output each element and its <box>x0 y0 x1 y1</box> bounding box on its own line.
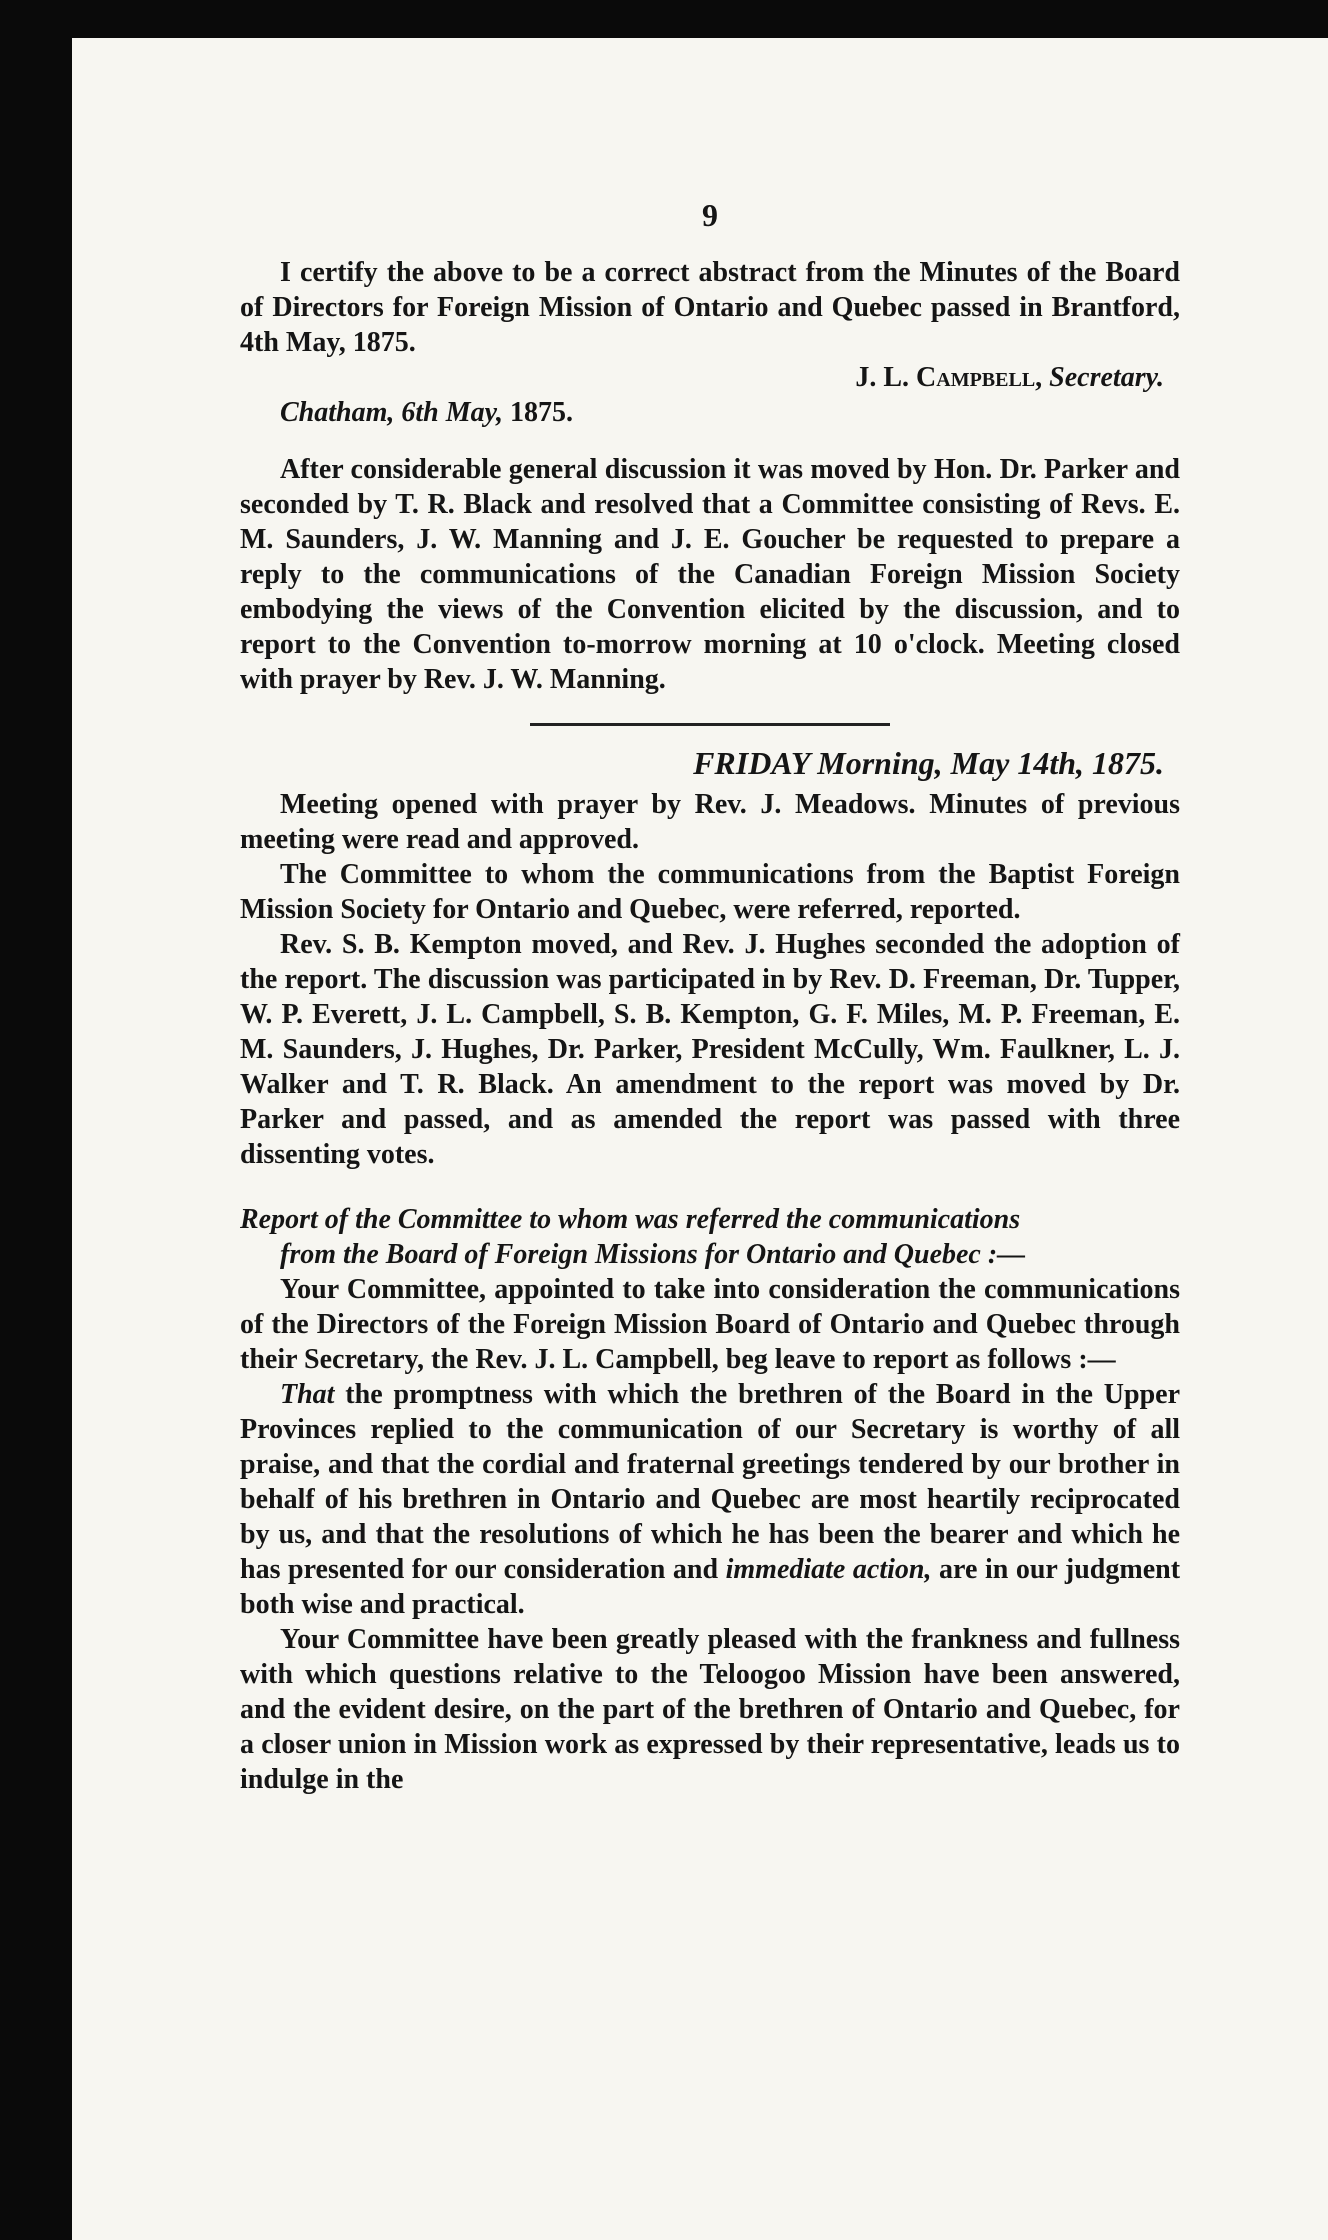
report-paragraph-1-text-b: are in our judgment both wise and practical. <box>240 1554 1181 1620</box>
page-content <box>240 198 1180 1797</box>
minutes-paragraph-1: Meeting opened with prayer by Rev. J. Meadows. Minutes of previous meeting were read and approved. <box>240 789 1180 855</box>
signature-name: J. L. Campbell, <box>855 362 1043 393</box>
certification-paragraph: I certify the above to be a correct abstract from the Minutes of the Board of Directors for Foreign Mission of Ontario and Quebec passed in Brantford, 4th May, 1875. <box>240 257 1180 358</box>
report-paragraph-2: Your Committee have been greatly pleased with the frankness and fullness with which questions relative to the Teloogoo Mission have been answered, and the evident desire, on the part of the brethren of Ontario and Quebec, for a closer union in Mission work as expressed by their representative, leads us to indulge in the <box>240 1624 1180 1795</box>
report-paragraph-1-text-a: the promptness with which the brethren of the Board in the Upper Provinces replied to the communication of our Secretary is worthy of all praise, and that the cordial and fraternal greetings tendered by our brother in behalf of his brethren in Ontario and Quebec are most heartily reciprocated by us, and that the resolutions of which he has been the bearer and which he has presented for our consideration and <box>240 1379 1180 1585</box>
discussion-paragraph: After considerable general discussion it was moved by Hon. Dr. Parker and seconded by T. R. Black and resolved that a Committee consisting of Revs. E. M. Saunders, J. W. Manning and J. E. Goucher be requested to prepare a reply to the communications of the Canadian Foreign Mission Society embodying the views of the Convention elicited by the discussion, and to report to the Convention to-morrow morning at 10 o'clock. Meeting closed with prayer by Rev. J. W. Manning. <box>240 454 1180 695</box>
report-title-line-1: Report of the Committee to whom was referred the communications <box>240 1204 1021 1235</box>
report-title <box>240 1202 1180 1272</box>
place-date-line <box>240 395 1180 430</box>
place-date-year: 1875. <box>510 397 574 428</box>
document-page <box>72 38 1328 2240</box>
report-title-line-2: from the Board of Foreign Missions for Ontario and Quebec :— <box>280 1239 1026 1270</box>
section-divider <box>530 723 890 726</box>
report-paragraph-1-emphasis: immediate action, <box>725 1554 932 1585</box>
place-date: Chatham, 6th May, <box>280 397 504 428</box>
session-heading: FRIDAY Morning, May 14th, 1875. <box>693 745 1164 781</box>
report-intro-paragraph: Your Committee, appointed to take into consideration the communications of the Directors of the Foreign Mission Board of Ontario and Quebec through their Secretary, the Rev. J. L. Campbell, beg leave to report as follows :— <box>240 1274 1180 1375</box>
minutes-paragraph-2: The Committee to whom the communications from the Baptist Foreign Mission Society for Ontario and Quebec, were referred, reported. <box>240 859 1180 925</box>
page-number: 9 <box>702 197 718 233</box>
report-paragraph-1 <box>240 1377 1180 1622</box>
signature-title: Secretary. <box>1049 362 1164 393</box>
minutes-paragraph-3: Rev. S. B. Kempton moved, and Rev. J. Hughes seconded the adoption of the report. The discussion was participated in by Rev. D. Freeman, Dr. Tupper, W. P. Everett, J. L. Campbell, S. B. Kempton, G. F. Miles, M. P. Freeman, E. M. Saunders, J. Hughes, Dr. Parker, President McCully, Wm. Faulkner, L. J. Walker and T. R. Black. An amendment to the report was moved by Dr. Parker and passed, and as amended the report was passed with three dissenting votes. <box>240 929 1180 1170</box>
report-paragraph-1-lead: That <box>280 1379 335 1410</box>
signature-line <box>240 360 1180 395</box>
